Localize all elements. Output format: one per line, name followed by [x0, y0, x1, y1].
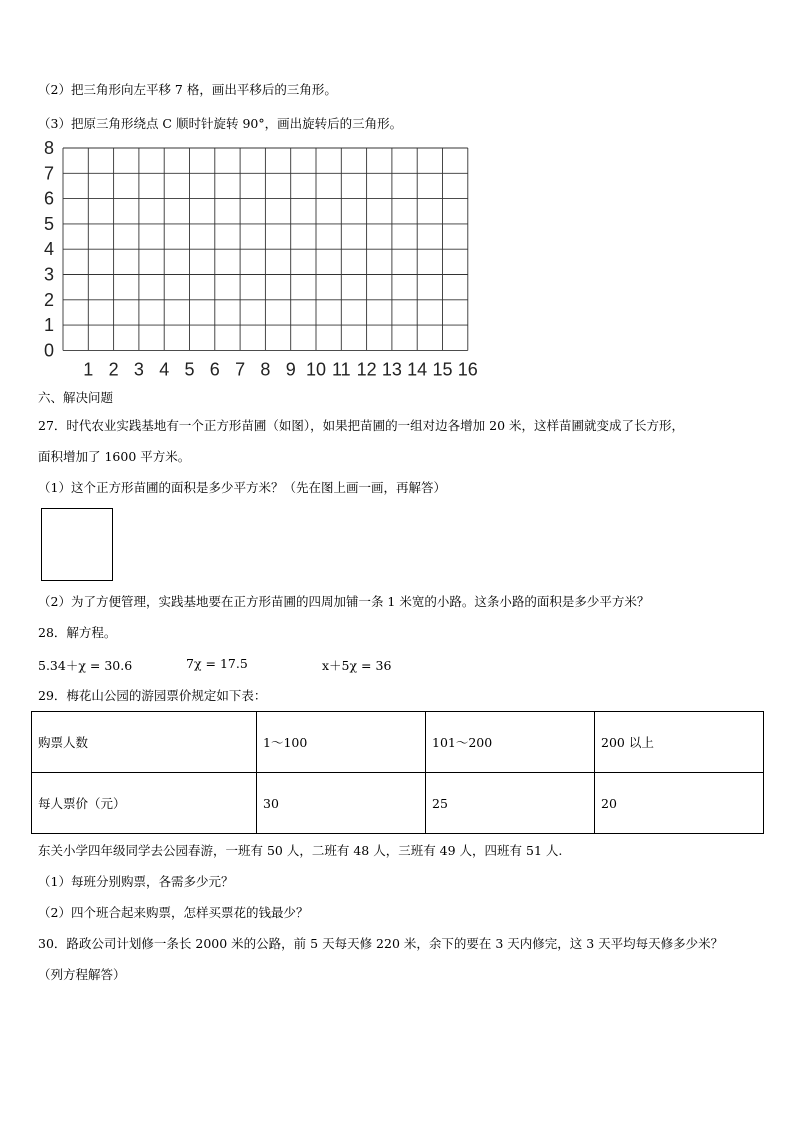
y-axis-label: 2: [43, 289, 55, 310]
y-axis-label: 6: [43, 188, 55, 209]
table-cell: 20: [595, 773, 764, 834]
table-cell: 25: [426, 773, 595, 834]
ticket-price-table: [31, 711, 764, 834]
square-nursery-figure: [41, 508, 113, 581]
x-axis-label: 3: [133, 359, 144, 380]
x-axis-label: 10: [305, 359, 327, 380]
x-axis-label: 1: [83, 359, 94, 380]
q26-part2-text: （2）把三角形向左平移 7 格，画出平移后的三角形。: [38, 82, 337, 97]
q30-stem: 30．路政公司计划修一条长 2000 米的公路，前 5 天每天修 220 米，余下的要在 3 天内修完，这 3 天平均每天修多少米？: [38, 936, 724, 951]
q27-stem-line2: 面积增加了 1600 平方米。: [38, 449, 191, 464]
x-axis-labels: [83, 359, 478, 379]
q28-title: 28．解方程。: [38, 625, 117, 640]
y-axis-label: 7: [43, 163, 55, 184]
table-cell: 200 以上: [595, 712, 764, 773]
x-axis-label: 8: [260, 359, 271, 380]
q29-title: 29．梅花山公园的游园票价规定如下表：: [38, 688, 267, 703]
table-cell: 1～100: [257, 712, 426, 773]
table-cell: 购票人数: [32, 712, 257, 773]
x-axis-label: 9: [285, 359, 296, 380]
q27-part1-text: （1）这个正方形苗圃的面积是多少平方米？（先在图上画一画，再解答）: [38, 480, 446, 495]
q27-part2-text: （2）为了方便管理，实践基地要在正方形苗圃的四周加铺一条 1 米宽的小路。这条小路的面积是多少平方米？: [38, 594, 650, 609]
x-axis-label: 13: [381, 359, 402, 380]
y-axis-labels: [44, 138, 54, 360]
x-axis-label: 14: [407, 359, 428, 380]
table-cell: 30: [257, 773, 426, 834]
q29-stem: 东关小学四年级同学去公园春游，一班有 50 人，二班有 48 人，三班有 49 人，四班有 51 人.: [38, 843, 563, 858]
y-axis-label: 5: [43, 213, 55, 234]
q29-part1-text: （1）每班分别购票，各需多少元？: [38, 874, 234, 889]
section-title: 六、解决问题: [38, 390, 114, 405]
q29-part2-text: （2）四个班合起来购票，怎样买票花的钱最少？: [38, 905, 309, 920]
table-row: [32, 712, 764, 773]
x-axis-label: 2: [108, 359, 119, 380]
grid-lines: [63, 148, 468, 350]
equation-2: 7χ = 17.5: [186, 656, 248, 671]
table-row: [32, 773, 764, 834]
x-axis-label: 6: [209, 359, 220, 380]
equation-1: 5.34＋χ = 30.6: [38, 658, 133, 673]
y-axis-label: 8: [43, 138, 55, 158]
x-axis-label: 15: [432, 359, 453, 380]
y-axis-label: 4: [43, 239, 55, 260]
coordinate-grid: [36, 138, 486, 383]
y-axis-label: 1: [43, 315, 55, 336]
table-cell: 每人票价（元）: [32, 773, 257, 834]
q30-note: （列方程解答）: [38, 967, 126, 982]
q26-part3-text: （3）把原三角形绕点 C 顺时针旋转 90°，画出旋转后的三角形。: [38, 116, 403, 131]
x-axis-label: 16: [457, 359, 478, 380]
x-axis-label: 11: [331, 359, 351, 380]
q27-stem-line1: 27．时代农业实践基地有一个正方形苗圃（如图），如果把苗圃的一组对边各增加 20 米，这样苗圃就变成了长方形，: [38, 418, 685, 433]
equation-3: x＋5χ = 36: [322, 658, 392, 673]
x-axis-label: 5: [184, 359, 195, 380]
x-axis-label: 7: [235, 359, 246, 380]
x-axis-label: 4: [159, 359, 170, 380]
y-axis-label: 0: [43, 340, 55, 361]
x-axis-label: 12: [356, 359, 377, 380]
table-cell: 101～200: [426, 712, 595, 773]
y-axis-label: 3: [43, 264, 55, 285]
